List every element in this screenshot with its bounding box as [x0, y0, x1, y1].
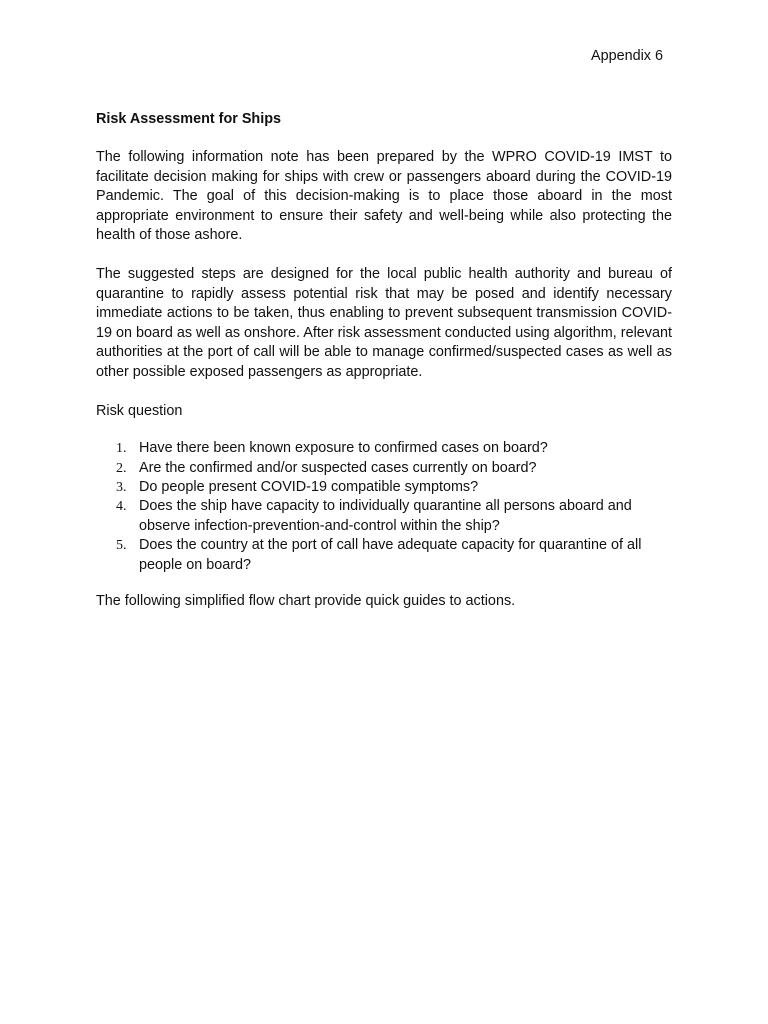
list-item	[96, 536, 672, 575]
page-title: Risk Assessment for Ships	[96, 111, 282, 127]
list-item-number: 2.	[116, 460, 127, 476]
appendix-label: Appendix 6	[590, 48, 663, 64]
list-item-number: 5.	[116, 538, 127, 554]
list-item-number: 4.	[116, 499, 127, 515]
list-item	[96, 497, 672, 536]
list-item	[96, 459, 672, 478]
risk-question-list	[96, 439, 672, 575]
list-item	[96, 439, 672, 458]
risk-question-heading: Risk question	[96, 402, 183, 419]
list-item-text: Does the ship have capacity to individually quarantine all persons aboard and observe infection-prevention-and-control within the ship?	[139, 498, 632, 534]
list-item-text: Are the confirmed and/or suspected cases currently on board?	[139, 459, 537, 476]
steps-paragraph: The suggested steps are designed for the local public health authority and bureau of quarantine to rapidly assess potential risk that may be posed and identify necessary immediate actions to be taken, thus enabling to prevent subsequent transmission COVID-19 on board as well as onshore. After risk assessment conducted using algorithm, relevant authorities at the port of call will be able to manage confirmed/suspected cases as well as other possible exposed passengers as appropriate.	[96, 265, 672, 380]
list-item-number: 3.	[116, 479, 127, 495]
list-item-number: 1.	[116, 441, 127, 457]
document-body	[96, 109, 672, 612]
intro-paragraph: The following information note has been prepared by the WPRO COVID-19 IMST to facilitate decision making for ships with crew or passengers aboard during the COVID-19 Pandemic. The goal of this decision-making is to place those aboard in the most appropriate environment to ensure their safety and well-being while also protecting the health of those ashore.	[96, 149, 672, 244]
list-item-text: Have there been known exposure to confirmed cases on board?	[139, 440, 548, 457]
list-item-text: Do people present COVID-19 compatible symptoms?	[139, 478, 479, 495]
list-item-text: Does the country at the port of call have adequate capacity for quarantine of all people on board?	[139, 537, 642, 573]
list-item	[96, 478, 672, 497]
flow-chart-note: The following simplified flow chart provide quick guides to actions.	[96, 592, 516, 609]
